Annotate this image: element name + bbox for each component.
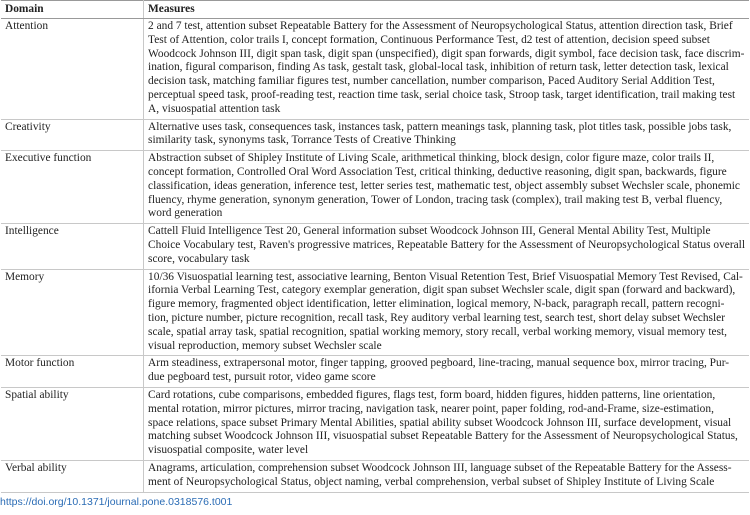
measures-line: Anagrams, articulation, comprehension subset Woodcock Johnson III, language subset of the Repeatable Battery for the Assess- — [148, 461, 732, 474]
measures-line: Test of Attention, color trails I, concept formation, Continuous Performance Test, d2 test of attention, decision speed subset — [148, 33, 710, 46]
measures-line: score, vocabulary task — [148, 252, 250, 265]
measures-line: Abstraction subset of Shipley Institute of Living Scale, arithmetical thinking, block design, color figure maze, color trails II, — [148, 152, 715, 165]
measures-cell — [144, 460, 749, 492]
header-domain: Domain — [1, 1, 144, 19]
measures-cell — [144, 151, 749, 224]
measures-line: classification, ideas generation, inference test, letter series test, mathematic test, object assembly subset Wechsler scale, phonemic — [148, 179, 740, 192]
measures-line: Woodcock Johnson III, digit span task, digit span (unspecified), digit span forwards, digit symbol, face decision task, face discrim- — [148, 47, 745, 60]
table-row — [1, 269, 749, 356]
measures-cell — [144, 356, 749, 388]
measures-line: tion, picture number, picture recognition, recall task, Rey auditory verbal learning test, search test, short delay subset Wechsler — [148, 311, 725, 324]
measures-line: due pegboard test, pursuit rotor, video game score — [148, 371, 376, 384]
measures-line: figure memory, fragmented object identification, letter elimination, logical memory, N-back, paragraph recall, pattern recogni- — [148, 298, 725, 311]
measures-cell — [144, 387, 749, 460]
domain-cell: Spatial ability — [1, 387, 144, 460]
measures-line: ment of Neuropsychological Status, object naming, verbal comprehension, verbal subset of Shipley Institute of Living Scale — [148, 475, 715, 488]
measures-line: Choice Vocabulary test, Raven's progressive matrices, Repeatable Battery for the Assessment of Neuropsychological Status overall — [148, 238, 745, 251]
measures-line: space relations, space subset Primary Mental Abilities, spatial ability subset Woodcock Johnson III, surface development, visual — [148, 416, 732, 429]
measures-line: A, visuospatial attention task — [148, 102, 281, 115]
measures-line: mental rotation, mirror pictures, mirror tracing, navigation task, nearer point, paper folding, rod-and-Frame, size-estimation, — [148, 402, 714, 415]
measures-line: Alternative uses task, consequences task, instances task, pattern meanings task, planning task, plot titles task, possible jobs task, — [148, 120, 732, 133]
measures-line: ination, figural comparison, finding As task, gestalt task, global-local task, inhibition of return task, letter detection task, lexical — [148, 61, 729, 74]
table-row — [1, 224, 749, 269]
measures-line: matching subset Woodcock Johnson III, visuospatial subset Repeatable Battery for the Assessment of Neuropsychological Status, — [148, 430, 738, 443]
measures-line: scale, spatial array task, spatial recognition, spatial working memory, story recall, verbal working memory, visual memory test, — [148, 325, 728, 338]
measures-line: similarity task, synonyms task, Torrance Tests of Creative Thinking — [148, 134, 456, 147]
measures-table — [1, 0, 749, 493]
measures-line: perceptual speed task, proof-reading test, reaction time task, serial choice task, Stroop task, target identification, trail making test — [148, 88, 736, 101]
table-row — [1, 151, 749, 224]
table-row — [1, 19, 749, 120]
measures-line: visuospatial composite, water level — [148, 444, 309, 457]
measures-line: decision task, matching familiar figures test, number cancellation, number comparison, Paced Auditory Serial Addition Test, — [148, 75, 715, 88]
measures-cell — [144, 269, 749, 356]
measures-line: concept formation, Controlled Oral Word Association Test, critical thinking, deductive reasoning, digit span, backwards, figure — [148, 165, 727, 178]
measures-cell — [144, 119, 749, 151]
domain-cell: Executive function — [1, 151, 144, 224]
table-row — [1, 460, 749, 492]
measures-line: Arm steadiness, extrapersonal motor, finger tapping, grooved pegboard, line-tracing, manual sequence box, mirror tracing, Pur- — [148, 357, 730, 370]
measures-line: 10/36 Visuospatial learning test, associative learning, Benton Visual Retention Test, Brief Visuospatial Memory Test Revised, Cal- — [148, 270, 743, 283]
domain-cell: Creativity — [1, 119, 144, 151]
doi-link[interactable]: https://doi.org/10.1371/journal.pone.0318576.t001 — [0, 495, 233, 508]
measures-line: ifornia Verbal Learning Test, category exemplar generation, digit span subset Wechsler scale, digit span (forward and backward), — [148, 284, 736, 297]
measures-line: visual reproduction, memory subset Wechsler scale — [148, 339, 382, 352]
measures-cell — [144, 19, 749, 120]
measures-cell — [144, 224, 749, 269]
domain-cell: Motor function — [1, 356, 144, 388]
domain-cell: Intelligence — [1, 224, 144, 269]
measures-line: fluency, rhyme generation, synonym generation, Tower of London, tracing task (complex), trail making test B, verbal fluency, — [148, 193, 723, 206]
domain-cell: Memory — [1, 269, 144, 356]
domain-cell: Attention — [1, 19, 144, 120]
measures-line: Card rotations, cube comparisons, embedded figures, flags test, form board, hidden figures, hidden patterns, line orientation, — [148, 388, 716, 401]
measures-line: 2 and 7 test, attention subset Repeatable Battery for the Assessment of Neuropsychological Status, attention direction task, Brief — [148, 20, 733, 32]
table-row — [1, 356, 749, 388]
measures-line: word generation — [148, 207, 223, 220]
table-row — [1, 119, 749, 151]
measures-line: Cattell Fluid Intelligence Test 20, General information subset Woodcock Johnson III, General Mental Ability Test, Multiple — [148, 225, 711, 238]
table-row — [1, 387, 749, 460]
table-header-row — [1, 1, 749, 19]
domain-cell: Verbal ability — [1, 460, 144, 492]
header-measures: Measures — [144, 1, 749, 19]
